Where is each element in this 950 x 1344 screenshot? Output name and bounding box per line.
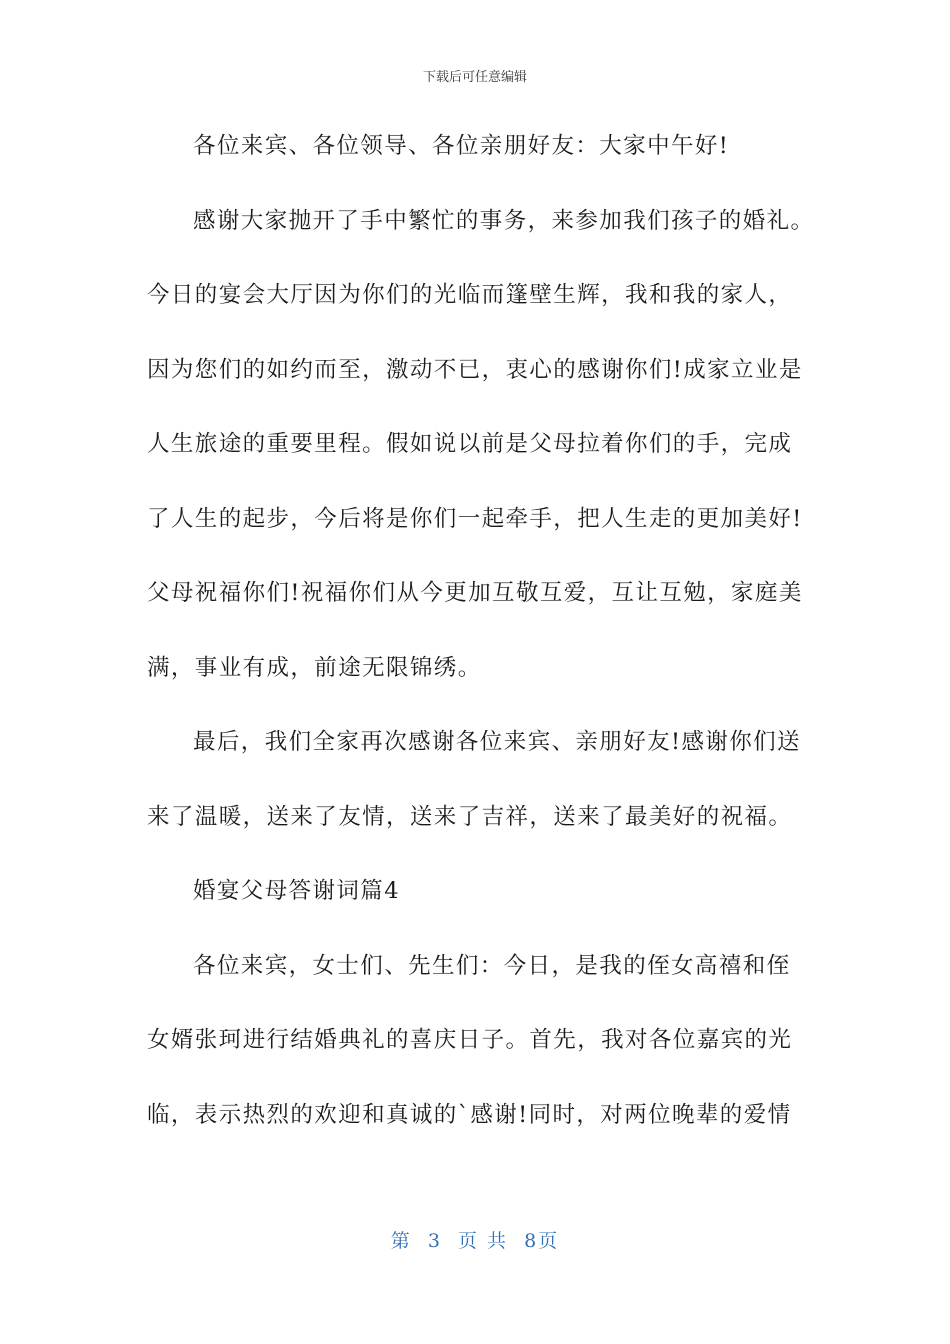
page-number-footer xyxy=(0,1226,950,1253)
paragraph-line: 临，表示热烈的欢迎和真诚的`感谢!同时，对两位晚辈的爱情 xyxy=(147,1101,792,1128)
footer-prefix: 第 xyxy=(390,1230,412,1252)
paragraph-line: 人生旅途的重要里程。假如说以前是父母拉着你们的手，完成 xyxy=(147,431,793,457)
paragraph-line: 父母祝福你们!祝福你们从今更加互敬互爱，互让互勉，家庭美 xyxy=(147,580,803,606)
paragraph-line: 因为您们的如约而至，激动不已，衷心的感谢你们!成家立业是 xyxy=(147,356,803,383)
paragraph-line: 各位来宾，女士们、先生们：今日，是我的侄女高禧和侄 xyxy=(193,952,791,979)
paragraph-line: 来了温暖，送来了友情，送来了吉祥，送来了最美好的祝福。 xyxy=(147,803,793,830)
footer-middle: 页 共 xyxy=(458,1230,509,1252)
section-heading: 婚宴父母答谢词篇4 xyxy=(193,878,400,904)
paragraph-line: 最后，我们全家再次感谢各位来宾、亲朋好友!感谢你们送 xyxy=(193,729,801,755)
paragraph-line: 感谢大家抛开了手中繁忙的事务，来参加我们孩子的婚礼。 xyxy=(193,207,815,234)
paragraph-line: 了人生的起步，今后将是你们一起牵手，把人生走的更加美好! xyxy=(147,505,803,532)
document-body xyxy=(147,124,817,1167)
paragraph-line: 各位来宾、各位领导、各位亲朋好友：大家中午好! xyxy=(193,133,730,159)
current-page-number: 3 xyxy=(427,1230,442,1252)
header-note: 下载后可任意编辑 xyxy=(422,70,527,85)
paragraph-line: 今日的宴会大厅因为你们的光临而篷壁生辉，我和我的家人， xyxy=(147,282,793,308)
total-pages: 8页 xyxy=(524,1230,560,1252)
paragraph-line: 女婿张珂进行结婚典礼的喜庆日子。首先，我对各位嘉宾的光 xyxy=(147,1027,793,1053)
paragraph-line: 满，事业有成，前途无限锦绣。 xyxy=(147,654,482,681)
